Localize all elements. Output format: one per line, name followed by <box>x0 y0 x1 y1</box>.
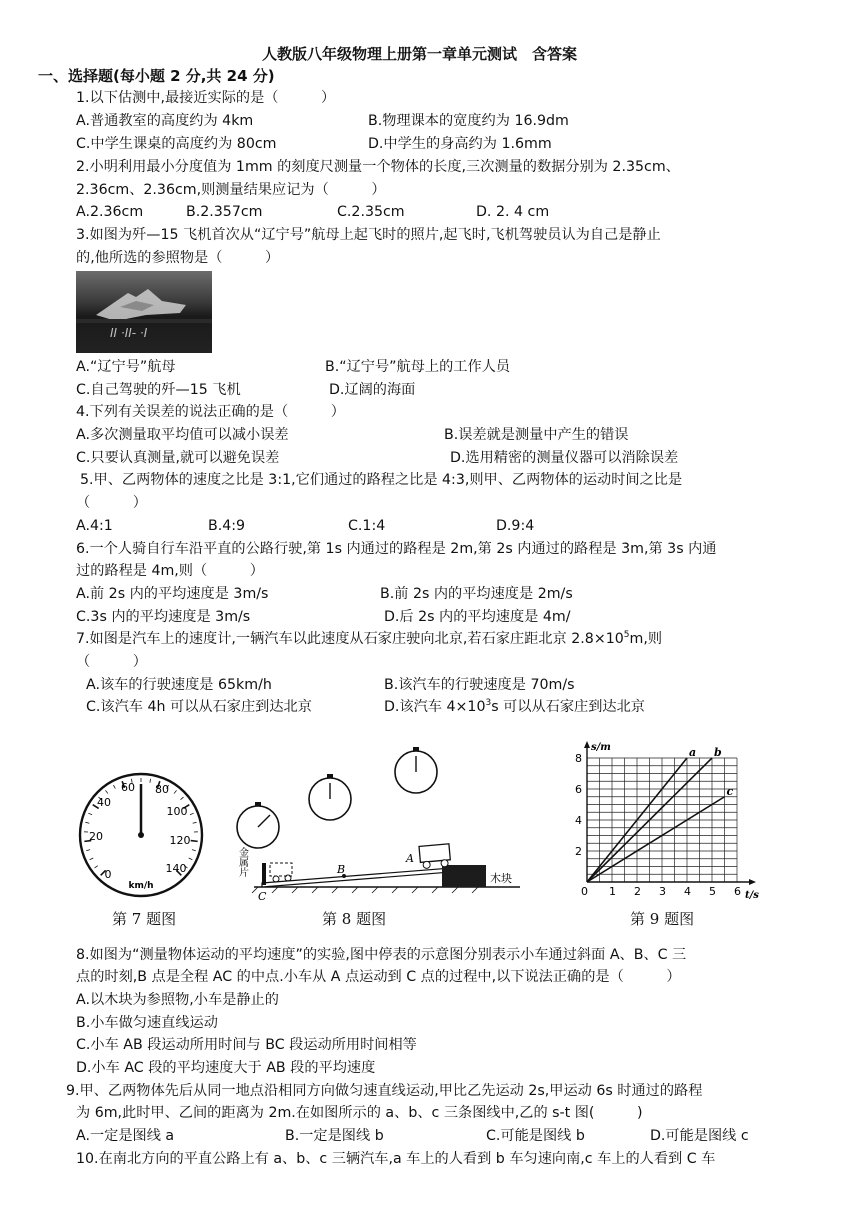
q2-option-b: B.2.357cm <box>186 204 263 220</box>
cart-icon <box>419 844 451 869</box>
q6-option-d: D.后 2s 内的平均速度是 4m/ <box>384 609 571 625</box>
x-tick-label: 0 <box>581 885 588 898</box>
q9-option-d: D.可能是图线 c <box>650 1128 749 1144</box>
speedometer-tick-label: 120 <box>169 834 191 847</box>
stopwatch-icon <box>237 802 279 848</box>
q5-option-c: C.1:4 <box>348 518 386 534</box>
x-tick-label: 5 <box>709 885 716 898</box>
figure-8-caption: 第 8 题图 <box>322 910 387 928</box>
wooden-block <box>442 865 486 887</box>
speedometer-tick-mark <box>191 841 198 842</box>
series-label-a: a <box>689 746 697 759</box>
point-c-label: C <box>258 890 267 903</box>
q4-option-b: B.误差就是测量中产生的错误 <box>444 427 629 443</box>
y-tick-label: 8 <box>575 752 582 765</box>
speedometer-tick-label: 60 <box>121 781 135 794</box>
q2-option-a: A.2.36cm <box>76 204 144 220</box>
speedometer-tick-label: 40 <box>97 796 111 809</box>
speedometer-unit: km/h <box>128 881 154 891</box>
x-tick-label: 2 <box>634 885 641 898</box>
q6-option-c: C.3s 内的平均速度是 3m/s <box>76 609 251 625</box>
q4-option-d: D.选用精密的测量仪器可以消除误差 <box>450 450 679 466</box>
q7-option-d-text: D.该汽车 4×10 <box>384 699 486 715</box>
speedometer-tick-label: 140 <box>165 862 187 875</box>
q3-option-a: A.“辽宁号”航母 <box>76 359 176 375</box>
q7-exponent: 5 <box>623 630 630 640</box>
q1-option-c: C.中学生课桌的高度约为 80cm <box>76 136 277 152</box>
q2-option-c: C.2.35cm <box>337 204 405 220</box>
q1-option-d: D.中学生的身高约为 1.6mm <box>368 136 552 152</box>
q7-stem-text: 7.如图是汽车上的速度计,一辆汽车以此速度从石家庄驶向北京,若石家庄距北京 2.8×10 <box>76 631 624 647</box>
q9-stem-line1: 9.甲、乙两物体先后从同一地点沿相同方向做匀速直线运动,甲比乙先运动 2s,甲运动 6s 时通过的路程 <box>66 1083 703 1099</box>
series-label-b: b <box>714 746 722 759</box>
q9-option-b: B.一定是图线 b <box>285 1128 384 1144</box>
speedometer-tick-label: 80 <box>155 783 169 796</box>
q8-option-a: A.以木块为参照物,小车是静止的 <box>76 992 279 1008</box>
incline-experiment-figure <box>228 745 538 905</box>
q7-option-d-tail: s 可以从石家庄到达北京 <box>491 699 645 715</box>
q2-stem-line2: 2.36cm、2.36cm,则测量结果应记为（ ） <box>76 182 386 198</box>
q6-stem-line1: 6.一个人骑自行车沿平直的公路行驶,第 1s 内通过的路程是 2m,第 2s 内通过的路程是 3m,第 3s 内通 <box>76 541 717 557</box>
point-a-label: A <box>406 852 414 865</box>
q8-option-d: D.小车 AC 段的平均速度大于 AB 段的平均速度 <box>76 1060 376 1076</box>
q8-option-c: C.小车 AB 段运动所用时间与 BC 段运动所用时间相等 <box>76 1037 417 1053</box>
q9-stem-line2: 为 6m,此时甲、乙间的距离为 2m.在如图所示的 a、b、c 三条图线中,乙的 s-t 图( ) <box>76 1105 643 1121</box>
q7-option-c: C.该汽车 4h 可以从石家庄到达北京 <box>86 699 312 715</box>
speedometer-tick-label: 0 <box>104 868 112 881</box>
q5-option-d: D.9:4 <box>496 518 535 534</box>
q3-option-c: C.自己驾驶的歼—15 飞机 <box>76 382 241 398</box>
photo-deck-marking: II ·II- ·I <box>110 326 148 340</box>
block-label: 木块 <box>490 872 512 885</box>
page-title: 人教版八年级物理上册第一章单元测试 含答案 <box>262 45 578 63</box>
q8-option-b: B.小车做匀速直线运动 <box>76 1015 218 1031</box>
q5-option-a: A.4:1 <box>76 518 113 534</box>
q2-stem-line1: 2.小明利用最小分度值为 1mm 的刻度尺测量一个物体的长度,三次测量的数据分别为 2.35cm、 <box>76 159 680 175</box>
q7-stem-line2: （ ） <box>76 654 147 670</box>
q1-option-a: A.普通教室的高度约为 4km <box>76 113 254 129</box>
y-tick-label: 6 <box>575 783 582 796</box>
q2-option-d: D. 2. 4 cm <box>476 204 550 220</box>
y-axis-label: s/m <box>591 742 611 753</box>
q1-option-b: B.物理课本的宽度约为 16.9dm <box>368 113 569 129</box>
x-axis-label: t/s <box>745 890 759 900</box>
metal-plate-label: 金属片 <box>236 847 248 877</box>
q9-option-c: C.可能是图线 b <box>486 1128 585 1144</box>
q9-option-a: A.一定是图线 a <box>76 1128 175 1144</box>
y-tick-label: 4 <box>575 814 582 827</box>
x-tick-label: 1 <box>609 885 616 898</box>
q7-stem-line1 <box>76 632 662 646</box>
q7-option-d-exponent: 3 <box>485 698 492 708</box>
stopwatch-icon <box>395 747 437 793</box>
x-tick-label: 4 <box>684 885 691 898</box>
q3-stem-line2: 的,他所选的参照物是（ ） <box>76 250 280 266</box>
q5-stem-line1: 5.甲、乙两物体的速度之比是 3:1,它们通过的路程之比是 4:3,则甲、乙两物体的运动时间之比是 <box>80 472 683 488</box>
series-line-c <box>587 797 725 882</box>
q8-stem-line1: 8.如图为“测量物体运动的平均速度”的实验,图中停表的示意图分别表示小车通过斜面 A、B、C 三 <box>76 947 687 963</box>
q6-option-b: B.前 2s 内的平均速度是 2m/s <box>380 586 573 602</box>
q1-stem: 1.以下估测中,最接近实际的是（ ） <box>76 90 336 106</box>
figure-9-caption: 第 9 题图 <box>630 910 695 928</box>
y-tick-label: 2 <box>575 845 582 858</box>
stopwatch-icon <box>309 774 351 820</box>
q6-option-a: A.前 2s 内的平均速度是 3m/s <box>76 586 269 602</box>
x-tick-label: 6 <box>734 885 741 898</box>
q7-option-a: A.该车的行驶速度是 65km/h <box>86 677 272 693</box>
speedometer-tick-label: 20 <box>89 830 103 843</box>
speedometer-figure <box>76 770 206 900</box>
q3-option-d: D.辽阔的海面 <box>329 382 416 398</box>
q5-stem-line2: （ ） <box>76 495 147 511</box>
series-label-c: c <box>726 784 734 798</box>
q7-option-b: B.该汽车的行驶速度是 70m/s <box>384 677 575 693</box>
q3-stem-line1: 3.如图为歼—15 飞机首次从“辽宁号”航母上起飞时的照片,起飞时,飞机驾驶员认为自己是静止 <box>76 227 661 243</box>
q10-stem-line1: 10.在南北方向的平直公路上有 a、b、c 三辆汽车,a 车上的人看到 b 车匀速向南,c 车上的人看到 C 车 <box>76 1151 716 1167</box>
x-tick-label: 3 <box>659 885 666 898</box>
q7-stem-tail: m,则 <box>629 631 663 647</box>
q3-option-b: B.“辽宁号”航母上的工作人员 <box>325 359 511 375</box>
q5-option-b: B.4:9 <box>208 518 246 534</box>
section-heading: 一、选择题(每小题 2 分,共 24 分) <box>38 67 275 85</box>
q4-option-a: A.多次测量取平均值可以减小误差 <box>76 427 289 443</box>
jet-takeoff-photo <box>76 271 212 353</box>
speedometer-tick-label: 100 <box>166 805 188 818</box>
figure-7-caption: 第 7 题图 <box>112 910 177 928</box>
point-b-label: B <box>337 863 346 876</box>
q7-option-d <box>384 700 645 714</box>
q8-stem-line2: 点的时刻,B 点是全程 AC 的中点.小车从 A 点运动到 C 点的过程中,以下说法正确的是（ ） <box>76 969 681 985</box>
q4-option-c: C.只要认真测量,就可以避免误差 <box>76 450 280 466</box>
s-t-graph <box>565 740 765 900</box>
q4-stem: 4.下列有关误差的说法正确的是（ ） <box>76 404 345 420</box>
q6-stem-line2: 过的路程是 4m,则（ ） <box>76 563 264 579</box>
